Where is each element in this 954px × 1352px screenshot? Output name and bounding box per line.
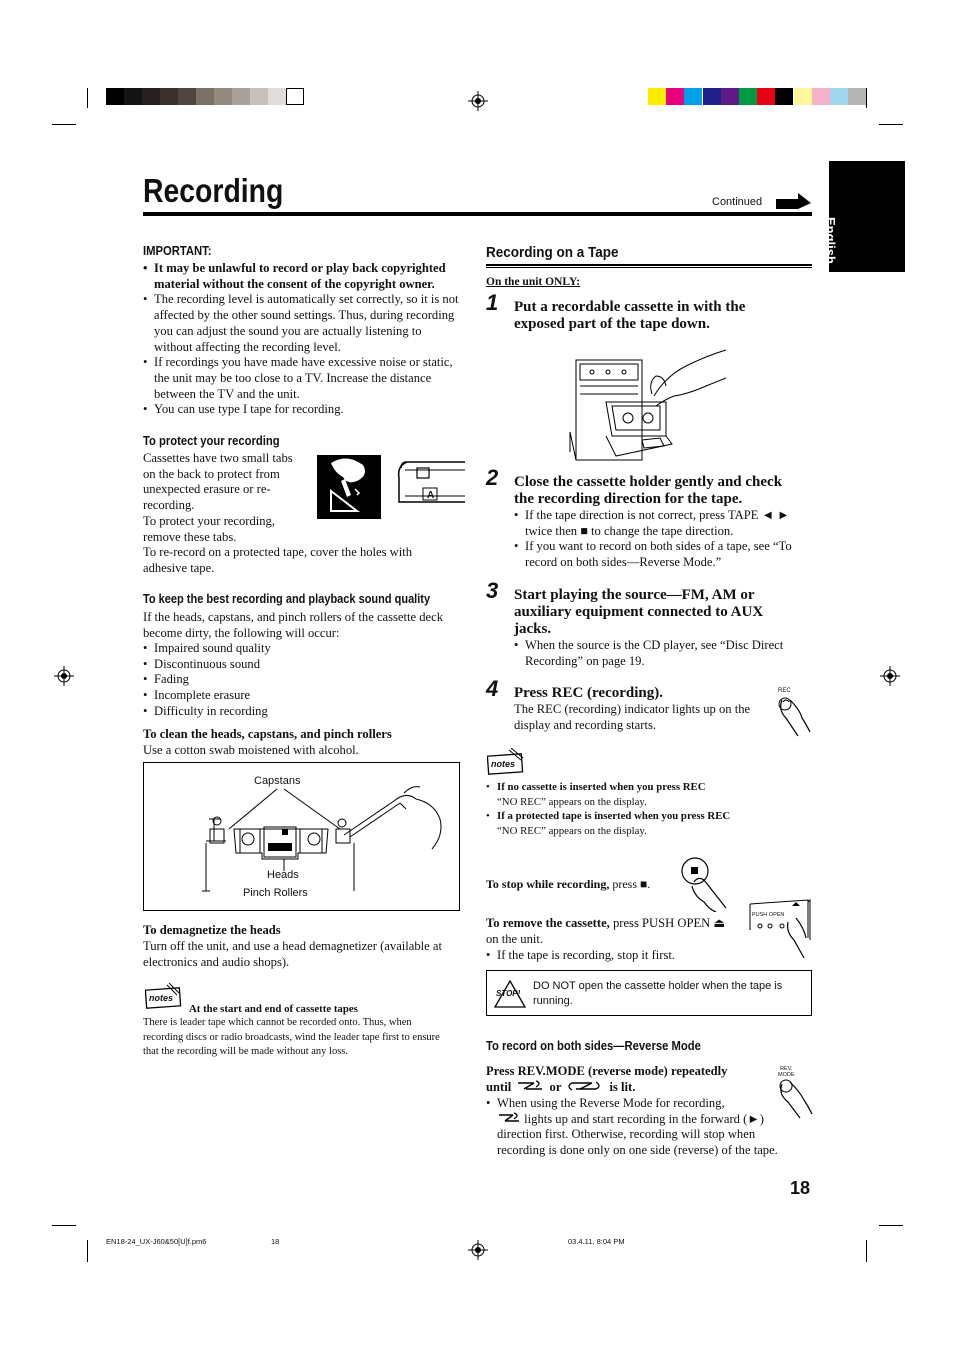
registration-mark-icon — [880, 666, 900, 686]
step-2-item: • If the tape direction is not correct, press TAPE ◄ ► twice then ■ to change the tape direction. — [514, 508, 806, 539]
color-swatch — [106, 88, 124, 105]
stop-bold: To stop while recording, — [486, 877, 610, 891]
color-swatch — [703, 88, 721, 105]
leader-text: There is leader tape which cannot be recorded onto. Thus, when recording discs or radio broadcasts, wind the leader tape first to ensure that the recording will be made without any loss. — [143, 1017, 440, 1057]
color-swatch — [775, 88, 793, 105]
color-swatch — [812, 88, 830, 105]
tab-removal-illustration — [317, 455, 381, 519]
demag-text: Turn off the unit, and use a head demagnetizer (available at electronics and audio shops). — [143, 939, 442, 969]
rev-mode-button-press-icon — [776, 1078, 816, 1120]
color-swatch — [286, 88, 304, 105]
step-2-number: 2 — [486, 465, 499, 490]
reverse-is-lit: is lit. — [609, 1080, 636, 1094]
color-swatch — [232, 88, 250, 105]
color-swatch — [214, 88, 232, 105]
step-2-list — [514, 508, 806, 571]
push-open-label: PUSH OPEN — [752, 912, 785, 918]
footer-page: 18 — [271, 1237, 280, 1246]
reverse-mode-one-way-icon — [516, 1080, 544, 1092]
clean-heading: To clean the heads, capstans, and pinch rollers — [143, 727, 392, 741]
clean-text: Use a cotton swab moistened with alcohol. — [143, 743, 359, 757]
stop-button-press-icon — [680, 856, 730, 912]
color-swatch — [250, 88, 268, 105]
protect-paragraph-3: To re-record on a protected tape, cover the holes with adhesive tape. — [143, 545, 413, 575]
color-swatch — [684, 88, 702, 105]
quality-item: • Fading — [143, 672, 463, 688]
warning-text: DO NOT open the cassette holder when the tape is running. — [533, 980, 783, 1007]
capstans-label: Capstans — [254, 775, 301, 787]
registration-mark-icon — [54, 666, 74, 686]
step-4-text: The REC (recording) indicator lights up on the display and recording starts. — [514, 702, 751, 732]
color-swatch — [196, 88, 214, 105]
stop-instruction — [486, 877, 650, 892]
continued-arrow-icon — [776, 191, 812, 211]
demag-heading: To demagnetize the heads — [143, 923, 281, 937]
color-swatch — [160, 88, 178, 105]
right-note-text: “NO REC” appears on the display. — [497, 795, 647, 808]
section-title: Recording on a Tape — [486, 244, 619, 261]
remove-text: press PUSH OPEN ⏏ on the unit. — [486, 916, 726, 946]
reverse-until: until — [486, 1080, 512, 1094]
important-list — [143, 261, 463, 418]
footer-date: 03.4.11, 8:04 PM — [568, 1237, 625, 1246]
step-3-number: 3 — [486, 578, 499, 603]
important-item: • The recording level is automatically set correctly, so it is not affected by the other sound settings. Thus, during recording you can adjust the sound you are actually listening to without affecting the recording level. — [143, 292, 463, 355]
remove-item: • If the tape is recording, stop it first. — [486, 948, 786, 964]
protect-paragraph-2: To protect your recording, remove these tabs. — [143, 514, 276, 544]
quality-item: • Incomplete erasure — [143, 688, 463, 704]
stop-sign-label: STOP! — [496, 989, 521, 998]
warning-box — [486, 970, 812, 1016]
notes-icon-label: notes — [491, 759, 516, 769]
step-2-item: • If you want to record on both sides of a tape, see “To record on both sides—Reverse Mode.” — [514, 539, 806, 570]
notes-icon — [145, 983, 183, 1009]
cassette-insert-illustration — [556, 336, 730, 466]
right-note-item — [486, 780, 806, 809]
reverse-list — [486, 1096, 796, 1159]
protect-paragraph-1: Cassettes have two small tabs on the back to protect from unexpected erasure or re-recording. — [143, 451, 293, 513]
step-1-heading: Put a recordable cassette in with the exposed part of the tape down. — [514, 299, 746, 332]
color-swatch — [757, 88, 775, 105]
reverse-item-b: lights up and start recording in the forward (►) direction first. Otherwise, recording will stop when recording is done only on one side (reverse) of the tape. — [497, 1111, 778, 1158]
language-tab — [823, 161, 905, 272]
step-4-heading: Press REC (recording). — [514, 685, 664, 701]
step-4-number: 4 — [486, 676, 499, 701]
remove-instruction — [486, 916, 736, 947]
color-swatch — [848, 88, 866, 105]
color-swatch — [268, 88, 286, 105]
remove-list — [486, 948, 786, 964]
registration-mark-icon — [468, 91, 488, 111]
color-swatch — [124, 88, 142, 105]
color-swatch — [142, 88, 160, 105]
step-1-number: 1 — [486, 290, 499, 315]
right-note-bold: If no cassette is inserted when you press REC — [497, 781, 706, 793]
important-heading: IMPORTANT: — [143, 244, 212, 258]
reverse-item-a: When using the Reverse Mode for recording, — [497, 1096, 725, 1110]
color-swatch — [721, 88, 739, 105]
title-rule — [143, 212, 812, 216]
unit-only-label: On the unit ONLY: — [486, 276, 581, 288]
stop-text: press ■. — [612, 877, 651, 891]
heads-label: Heads — [267, 869, 299, 881]
section-rule-thin — [486, 267, 812, 268]
page-title: Recording — [143, 172, 284, 209]
reverse-instruction-1: Press REV.MODE (reverse mode) repeatedly — [486, 1064, 728, 1078]
tab-label-a: A — [427, 490, 435, 501]
color-swatch — [739, 88, 757, 105]
quality-intro: If the heads, capstans, and pinch rollers of the cassette deck become dirty, the following will occur: — [143, 610, 444, 640]
language-tab-label: English — [823, 217, 838, 264]
cleaning-figure-box — [143, 762, 460, 911]
registration-mark-icon — [468, 1240, 488, 1260]
page-number: 18 — [790, 1178, 811, 1198]
important-item: • You can use type I tape for recording. — [143, 402, 463, 418]
reverse-item — [486, 1096, 796, 1159]
right-note-text: “NO REC” appears on the display. — [497, 824, 647, 837]
push-open-button-icon — [748, 898, 812, 960]
bullet: • — [486, 1096, 491, 1110]
leader-heading: At the start and end of cassette tapes — [189, 1003, 358, 1015]
continued-label: Continued — [712, 196, 763, 208]
quality-heading: To keep the best recording and playback sound quality — [143, 592, 431, 606]
important-item: • If recordings you have made have excessive noise or static, the unit may be too close to a TV. Increase the distance between the TV and the unit. — [143, 355, 463, 402]
reverse-mode-continuous-icon — [566, 1080, 604, 1092]
section-rule — [486, 264, 812, 266]
step-2-heading: Close the cassette holder gently and check the recording direction for the tape. — [514, 474, 783, 507]
color-swatch — [666, 88, 684, 105]
notes-icon-label: notes — [149, 993, 174, 1003]
reverse-or: or — [549, 1080, 562, 1094]
reverse-mode-one-way-icon — [497, 1112, 521, 1124]
pinch-rollers-label: Pinch Rollers — [243, 887, 308, 899]
quality-item: • Discontinuous sound — [143, 657, 463, 673]
color-swatch — [794, 88, 812, 105]
notes-icon — [487, 748, 527, 776]
reverse-heading: To record on both sides—Reverse Mode — [486, 1039, 701, 1053]
rec-button-press-icon — [776, 696, 816, 740]
right-note-bold: If a protected tape is inserted when you press REC — [497, 810, 731, 822]
rev-mode-label-line2: MODE — [778, 1072, 795, 1078]
step-3-list — [514, 638, 806, 669]
right-note-item — [486, 809, 806, 838]
rev-mode-label-line1: REV. — [780, 1066, 793, 1072]
color-swatch — [648, 88, 666, 105]
important-item: • It may be unlawful to record or play back copyrighted material without the consent of the copyright owner. — [143, 261, 463, 292]
rec-button-label: REC — [778, 688, 791, 694]
step-3-heading: Start playing the source—FM, AM or auxiliary equipment connected to AUX jacks. — [514, 587, 764, 637]
protect-heading: To protect your recording — [143, 434, 280, 448]
quality-list — [143, 641, 463, 720]
reverse-instruction-2 — [486, 1080, 635, 1096]
color-swatch — [830, 88, 848, 105]
right-notes-list — [486, 780, 806, 838]
footer-file: EN18-24_UX-J60&50[U]f.pm6 — [106, 1237, 207, 1246]
remove-bold: To remove the cassette, — [486, 916, 610, 930]
step-3-item: • When the source is the CD player, see “Disc Direct Recording” on page 19. — [514, 638, 806, 669]
color-swatch — [178, 88, 196, 105]
rev-mode-label — [778, 1066, 795, 1078]
quality-item: • Impaired sound quality — [143, 641, 463, 657]
quality-item: • Difficulty in recording — [143, 704, 463, 720]
